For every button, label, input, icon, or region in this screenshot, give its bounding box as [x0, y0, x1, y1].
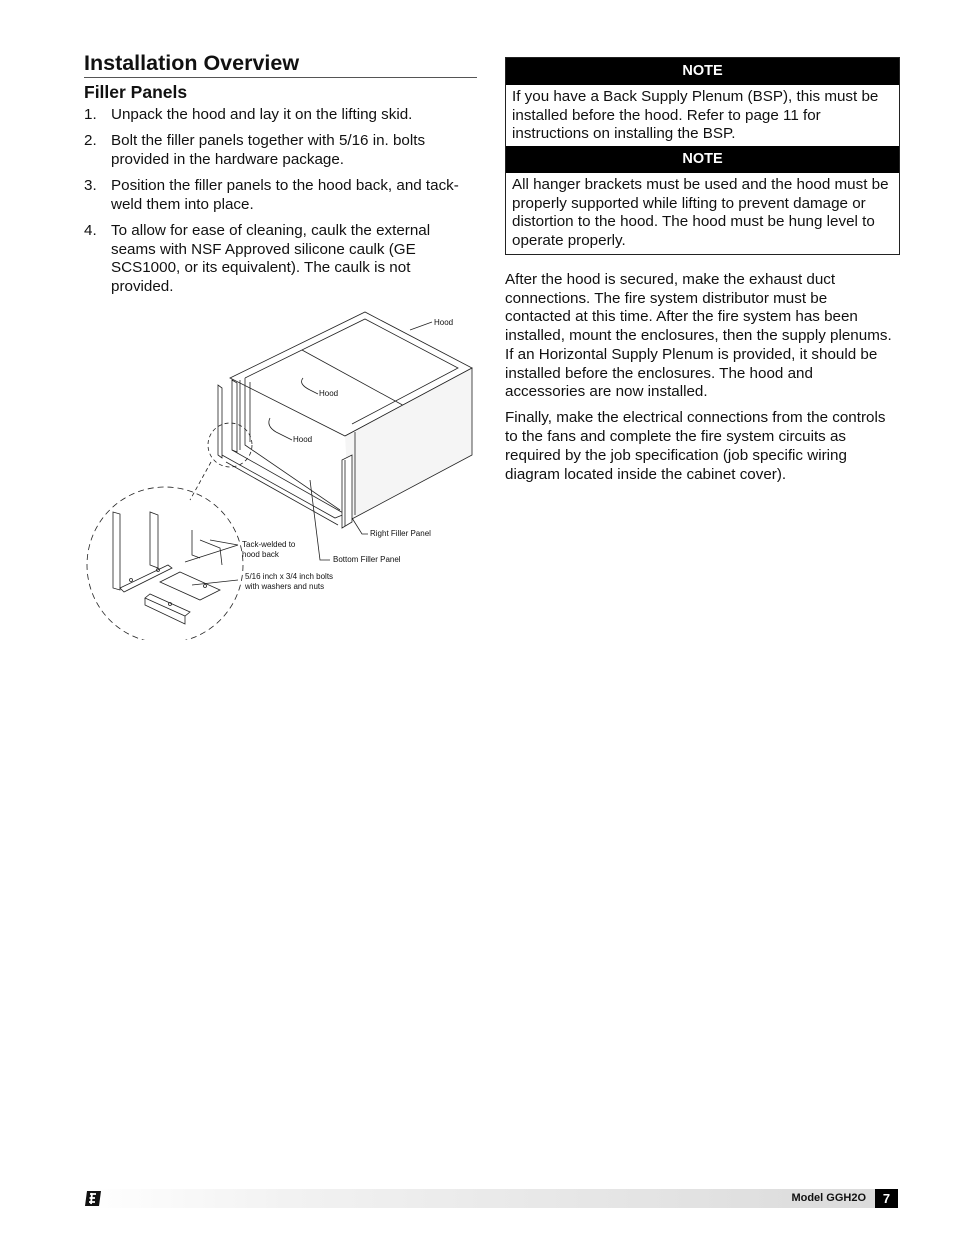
step-text: Unpack the hood and lay it on the lifting skid. [111, 106, 413, 123]
label-right-filler: Right Filler Panel [370, 529, 431, 538]
step-number: 3. [84, 177, 97, 195]
section-title: Filler Panels [84, 82, 188, 102]
label-tack-welded-line2: hood back [242, 550, 279, 559]
step-item [84, 106, 469, 125]
step-number: 2. [84, 132, 97, 150]
hood-diagram [84, 300, 476, 640]
page-footer [84, 1189, 898, 1208]
label-tack-welded-line1: Tack-welded to [242, 540, 296, 549]
step-text: Position the filler panels to the hood back, and tack-weld them into place. [111, 177, 459, 213]
label-hood-low: Hood [293, 435, 313, 444]
note-body: All hanger brackets must be used and the hood must be properly supported while lifting to prevent damage or distortion to the hood. The hood must be hung level to operate properly. [512, 176, 889, 250]
greenheck-logo-icon [84, 1190, 102, 1207]
label-bolts-line2: with washers and nuts [245, 582, 325, 591]
note-body: If you have a Back Supply Plenum (BSP), this must be installed before the hood. Refer to page 11 for instructions on installing the BSP. [512, 88, 879, 143]
step-number: 4. [84, 222, 97, 240]
step-item [84, 177, 469, 214]
step-item [84, 222, 469, 297]
label-bolts-line1: 5/16 inch x 3/4 inch bolts [245, 572, 334, 581]
note-heading: NOTE [506, 146, 899, 173]
label-hood-top: Hood [434, 318, 454, 327]
step-text: Bolt the filler panels together with 5/16 in. bolts provided in the hardware package. [111, 132, 426, 168]
page-title: Installation Overview [84, 50, 477, 78]
filler-panel-figure [84, 300, 476, 640]
step-text: To allow for ease of cleaning, caulk the external seams with NSF Approved silicone caulk (GE SCS1000, or its equivalent). The caulk is not provided. [111, 222, 431, 296]
step-item [84, 132, 469, 169]
paragraph: Finally, make the electrical connections from the controls to the fans and complete the fire system circuits as required by the job specification (job specific wiring diagram located inside the cabinet cover). [505, 409, 886, 483]
note-bsp [505, 57, 900, 148]
label-hood-mid: Hood [319, 389, 339, 398]
page-number: 7 [875, 1189, 898, 1208]
footer-model: Model GGH2O [791, 1192, 866, 1204]
right-column-text [505, 271, 897, 492]
step-number: 1. [84, 106, 97, 123]
paragraph: After the hood is secured, make the exhaust duct connections. The fire system distributor must be contacted at this time. After the fire system has been installed, mount the enclosures, then the supply plenums. If an Horizontal Supply Plenum is provided, it should be installed before the enclosures. The hood and accessories are now installed. [505, 271, 892, 401]
note-hanger-brackets [505, 146, 900, 255]
steps-list [84, 106, 469, 304]
label-bottom-filler: Bottom Filler Panel [333, 555, 401, 564]
note-heading: NOTE [506, 58, 899, 85]
